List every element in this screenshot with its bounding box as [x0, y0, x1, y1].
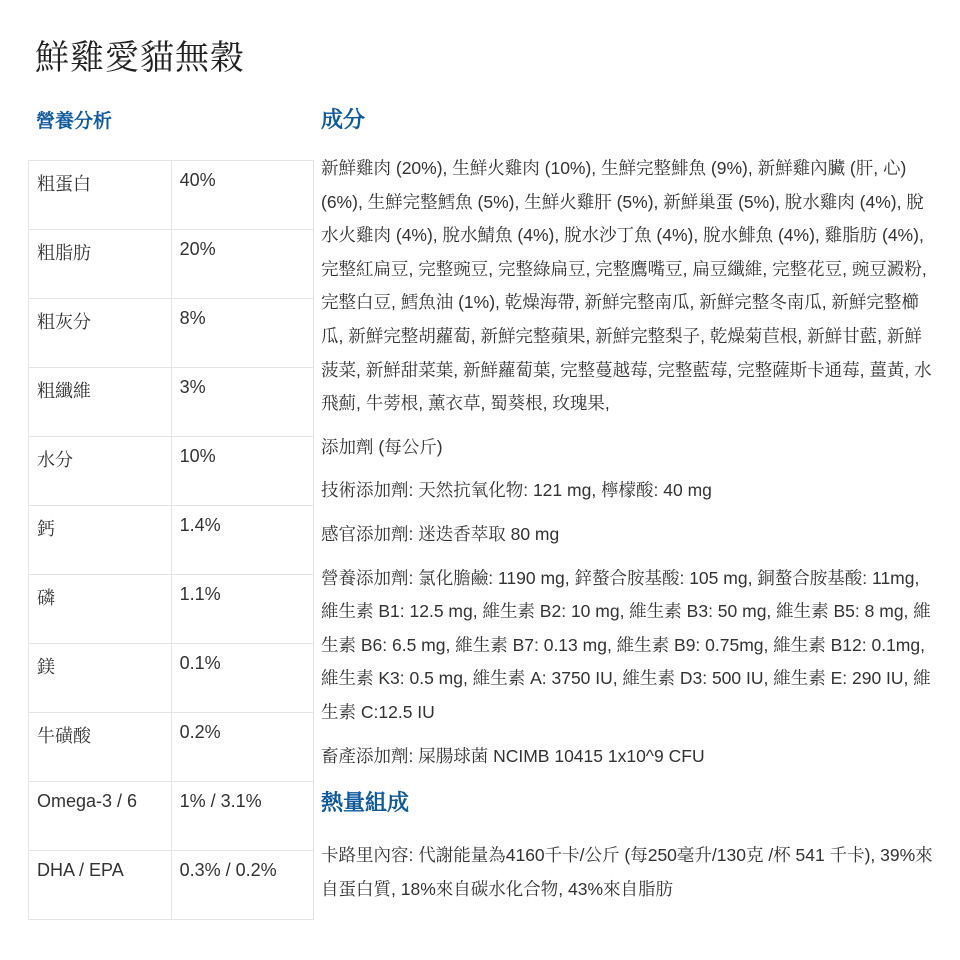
nutrient-value: 40%	[171, 161, 313, 230]
nutrient-label: DHA / EPA	[29, 851, 172, 920]
nutrient-label: 鎂	[29, 644, 172, 713]
nutrition-row	[29, 851, 314, 920]
ingredients-text: 新鮮雞肉 (20%), 生鮮火雞肉 (10%), 生鮮完整鯡魚 (9%), 新鮮雞內臟 (肝, 心) (6%), 生鮮完整鱈魚 (5%), 生鮮火雞肝 (5%), 新鮮巢蛋 (5%), 脫水雞肉 (4%), 脫水火雞肉 (4%), 脫水鯖魚 (4%), 脫水沙丁魚 (4%), 脫水鯡魚 (4%), 雞脂肪 (4%), 完整紅扁豆, 完整豌豆, 完整綠扁豆, 完整鷹嘴豆, 扁豆纖維, 完整花豆, 豌豆澱粉, 完整白豆, 鱈魚油 (1%), 乾燥海帶, 新鮮完整南瓜, 新鮮完整冬南瓜, 新鮮完整櫛瓜, 新鮮完整胡蘿蔔, 新鮮完整蘋果, 新鮮完整梨子, 乾燥菊苣根, 新鮮甘藍, 新鮮菠菜, 新鮮甜菜葉, 新鮮蘿蔔葉, 完整蔓越莓, 完整藍莓, 完整薩斯卡通莓, 薑黃, 水飛薊, 牛蒡根, 薰衣草, 蜀葵根, 玫瑰果,	[321, 158, 932, 414]
technological-additives: 技術添加劑: 天然抗氧化物: 121 mg, 檸檬酸: 40 mg	[321, 480, 712, 501]
zootechnical-additives: 畜產添加劑: 屎腸球菌 NCIMB 10415 1x10^9 CFU	[321, 745, 705, 766]
nutrition-table	[28, 160, 314, 920]
nutrient-value: 0.2%	[171, 713, 313, 782]
nutrient-label: 粗脂肪	[29, 230, 172, 299]
nutrition-row	[29, 713, 314, 782]
ingredients-heading: 成分	[321, 107, 366, 132]
nutrition-row	[29, 299, 314, 368]
nutrition-row	[29, 575, 314, 644]
nutrient-value: 20%	[171, 230, 313, 299]
nutrition-row	[29, 782, 314, 851]
nutrient-label: 粗灰分	[29, 299, 172, 368]
nutrient-value: 1.1%	[171, 575, 313, 644]
nutrient-label: 粗蛋白	[29, 161, 172, 230]
nutrition-row	[29, 230, 314, 299]
nutrient-value: 1% / 3.1%	[171, 782, 313, 851]
nutrient-label: 牛磺酸	[29, 713, 172, 782]
nutritional-additives: 營養添加劑: 氯化膽鹼: 1190 mg, 鋅螯合胺基酸: 105 mg, 銅螯合胺基酸: 11mg, 維生素 B1: 12.5 mg, 維生素 B2: 10 mg, 維生素 B3: 50 mg, 維生素 B5: 8 mg, 維生素 B6: 6.5 mg, 維生素 B7: 0.13 mg, 維生素 B9: 0.75mg, 維生素 B12: 0.1mg, 維生素 K3: 0.5 mg, 維生素 A: 3750 IU, 維生素 D3: 500 IU, 維生素 E: 290 IU, 維生素 C:12.5 IU	[321, 567, 931, 722]
nutrient-value: 0.1%	[171, 644, 313, 713]
nutrition-heading: 營養分析	[36, 111, 113, 132]
nutrition-panel	[28, 105, 314, 880]
nutrition-row	[29, 368, 314, 437]
additives-heading: 添加劑 (每公斤)	[321, 436, 443, 457]
page-title: 鮮雞愛貓無穀	[35, 39, 245, 77]
nutrient-label: 水分	[29, 437, 172, 506]
sensory-additives: 感官添加劑: 迷迭香萃取 80 mg	[321, 523, 560, 544]
nutrition-row	[29, 506, 314, 575]
nutrient-value: 3%	[171, 368, 313, 437]
nutrient-value: 0.3% / 0.2%	[171, 851, 313, 920]
nutrient-value: 10%	[171, 437, 313, 506]
nutrient-label: Omega-3 / 6	[29, 782, 172, 851]
nutrition-row	[29, 161, 314, 230]
details-panel	[321, 100, 939, 906]
energy-text: 卡路里內容: 代謝能量為4160千卡/公斤 (每250毫升/130克 /杯 541 千卡), 39%來自蛋白質, 18%來自碳水化合物, 43%來自脂肪	[321, 845, 933, 899]
energy-heading: 熱量組成	[321, 790, 410, 816]
nutrient-label: 鈣	[29, 506, 172, 575]
nutrient-value: 1.4%	[171, 506, 313, 575]
nutrient-label: 粗纖維	[29, 368, 172, 437]
nutrition-row	[29, 644, 314, 713]
nutrition-row	[29, 437, 314, 506]
nutrient-value: 8%	[171, 299, 313, 368]
nutrient-label: 磷	[29, 575, 172, 644]
